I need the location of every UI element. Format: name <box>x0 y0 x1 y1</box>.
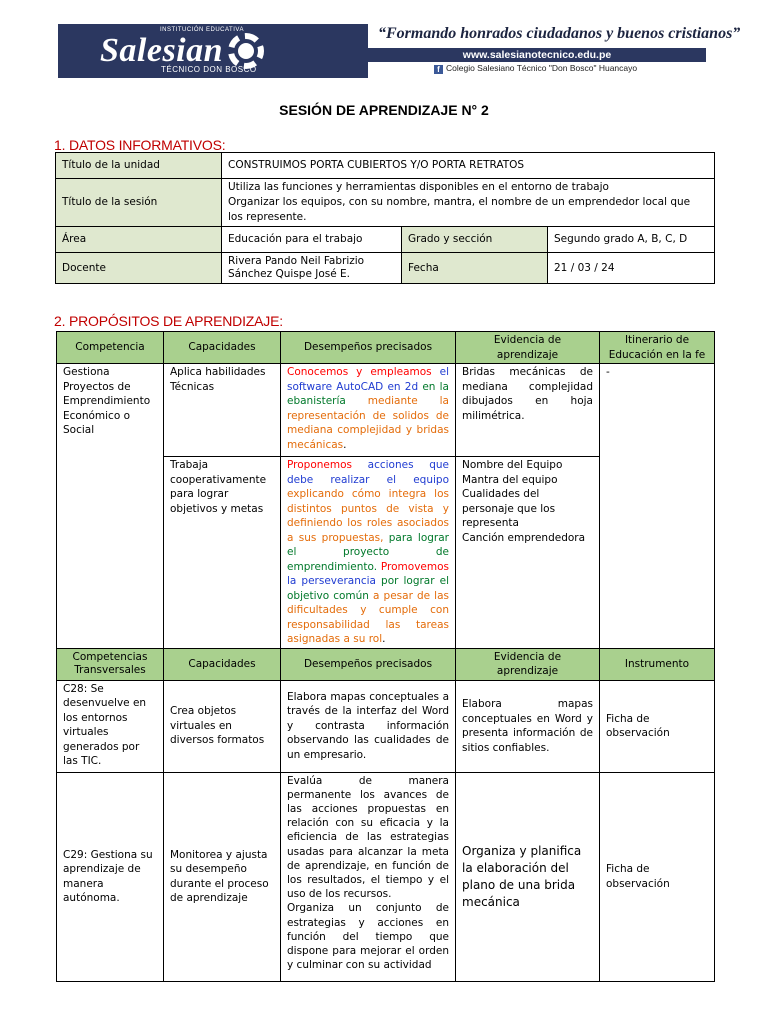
evidencia-1: Bridas mecánicas de mediana complejidad dibujados en hoja milimétrica. <box>456 364 600 457</box>
page-title: SESIÓN DE APRENDIZAJE N° 2 <box>279 102 489 118</box>
table-row <box>56 253 715 284</box>
des1-segment: mediante la representación de solidos de mediana complejidad y bridas mecánicas <box>287 395 449 451</box>
facebook-line <box>434 63 637 74</box>
evidencia-2-line: Mantra del equipo <box>462 473 558 486</box>
table-row <box>56 227 715 253</box>
sesion-line-2: Organizar los equipos, con su nombre, mantra, el nombre de un emprendedor local que los represente. <box>228 196 691 223</box>
section1-heading: 1. DATOS INFORMATIVOS: <box>54 137 226 153</box>
capacidad-1: Aplica habilidades Técnicas <box>164 364 281 457</box>
des1-segment: el software AutoCAD en 2d <box>287 366 449 393</box>
evidencia-2-line: Nombre del Equipo <box>462 459 563 471</box>
desempeno-1 <box>281 364 456 457</box>
docente-value <box>222 253 402 284</box>
header-panel <box>366 24 741 78</box>
school-bottom-text: TÉCNICO DON BOSCO <box>161 65 257 74</box>
capacidad-2: Trabaja cooperativamente para lograr objetivos y metas <box>164 457 281 649</box>
des1-segment: Conocemos y empleamos <box>287 366 432 378</box>
evidencia-2 <box>456 457 600 649</box>
c28-capacidad: Crea objetos virtuales en diversos formatos <box>164 680 281 772</box>
col-header-evidencia: Evidencia de aprendizaje <box>456 332 600 364</box>
c29-desempeno-part-1: Evalúa de manera permanente los avances de las acciones propuestas en relación con su eficacia y la eficiencia de las estrategias usadas para alcanzar la meta de aprendizaje, en función de los resultados, el tiempo y el uso de los recursos. <box>287 774 449 901</box>
c28-evidencia: Elabora mapas conceptuales en Word y presenta información de sitios confiables. <box>456 680 600 772</box>
c29-capacidad: Monitorea y ajusta su desempeño durante el proceso de aprendizaje <box>164 772 281 981</box>
table-row <box>57 772 715 981</box>
table-row <box>57 332 715 364</box>
col-header-itinerario: Itinerario de Educación en la fe <box>600 332 715 364</box>
des2-segment: Proponemos <box>287 459 352 471</box>
school-top-text: INSTITUCIÓN EDUCATIVA <box>160 27 244 33</box>
c28-competencia: C28: Se desenvuelve en los entornos virtuales generados por las TIC. <box>57 680 164 772</box>
table-row <box>56 179 715 227</box>
fecha-value: 21 / 03 / 24 <box>548 253 715 284</box>
competencia-cell: Gestiona Proyectos de Emprendimiento Económico o Social <box>57 364 164 649</box>
des2-segment: acciones que debe realizar el equipo <box>287 459 449 486</box>
evidencia-2-line: Cualidades del personaje que los representa <box>462 488 556 529</box>
des1-segment: en la ebanistería <box>287 380 449 407</box>
facebook-text: Colegio Salesiano Técnico "Don Bosco" Huancayo <box>446 63 638 73</box>
table-row <box>57 648 715 680</box>
des2-segment: a pesar de las dificultades y cumple con responsabilidad las tareas asignadas a su rol <box>287 589 449 645</box>
col-header-instrumento: Instrumento <box>600 648 715 680</box>
school-logo-word: Salesian <box>100 32 224 69</box>
fecha-label: Fecha <box>402 253 548 284</box>
c29-desempeno-part-2: Organiza un conjunto de estrategias y acciones en función del tiempo que dispone para mejorar el orden y culminar con su actividad <box>287 902 449 972</box>
des2-segment: explicando cómo integra los distintos puntos de vista y definiendo los roles asociados a sus propuestas, <box>287 488 449 544</box>
propositos-table <box>56 331 715 982</box>
c29-evidencia: Organiza y planifica la elaboración del plano de una brida mecánica <box>456 772 600 981</box>
table-row <box>57 680 715 772</box>
desempeno-2 <box>281 457 456 649</box>
des2-segment: Promovemos <box>377 560 449 573</box>
unidad-label: Título de la unidad <box>56 153 222 179</box>
docente-line-2: Sánchez Quispe José E. <box>228 268 351 280</box>
gear-logo-core <box>238 43 254 59</box>
area-label: Área <box>56 227 222 253</box>
facebook-icon: f <box>434 65 443 74</box>
col-header-desempenos-t: Desempeños precisados <box>281 648 456 680</box>
c29-competencia: C29: Gestiona su aprendizaje de manera autónoma. <box>57 772 164 981</box>
col-header-desempenos: Desempeños precisados <box>281 332 456 364</box>
sesion-line-1: Utiliza las funciones y herramientas disponibles en el entorno de trabajo <box>228 181 609 193</box>
evidencia-2-line: Canción emprendedora <box>462 531 586 544</box>
c29-desempeno <box>281 772 456 981</box>
c28-desempeno: Elabora mapas conceptuales a través de la interfaz del Word y contrasta información observando las cualidades de un empresario. <box>281 680 456 772</box>
school-motto: “Formando honrados ciudadanos y buenos cristianos” <box>378 25 741 42</box>
col-header-capacidades: Capacidades <box>164 332 281 364</box>
col-header-evidencia-t: Evidencia de aprendizaje <box>456 648 600 680</box>
sesion-label: Título de la sesión <box>56 179 222 227</box>
header-banner <box>58 24 741 78</box>
area-value: Educación para el trabajo <box>222 227 402 253</box>
c28-instrumento: Ficha de observación <box>600 680 715 772</box>
sesion-value <box>222 179 715 227</box>
unidad-value: CONSTRUIMOS PORTA CUBIERTOS Y/O PORTA RETRATOS <box>222 153 715 179</box>
c29-instrumento: Ficha de observación <box>600 772 715 981</box>
col-header-competencia: Competencia <box>57 332 164 364</box>
docente-label: Docente <box>56 253 222 284</box>
table-row <box>57 364 715 457</box>
datos-table <box>55 152 715 284</box>
school-website: www.salesianotecnico.edu.pe <box>368 48 706 62</box>
table-row <box>56 153 715 179</box>
itinerario-cell: - <box>600 364 715 649</box>
des1-segment: . <box>343 438 347 451</box>
des2-segment: para lograr el proyecto de emprendimiento. <box>287 531 449 573</box>
docente-line-1: Rivera Pando Neil Fabrizio <box>228 255 365 267</box>
des2-segment: la perseverancia <box>287 575 376 587</box>
col-header-transversales: Competencias Transversales <box>57 648 164 680</box>
grado-value: Segundo grado A, B, C, D <box>548 227 715 253</box>
grado-label: Grado y sección <box>402 227 548 253</box>
des2-segment: por lograr el objetivo común <box>287 575 449 602</box>
col-header-capacidades-t: Capacidades <box>164 648 281 680</box>
section2-heading: 2. PROPÓSITOS DE APRENDIZAJE: <box>54 313 283 329</box>
des2-segment: . <box>382 633 386 645</box>
